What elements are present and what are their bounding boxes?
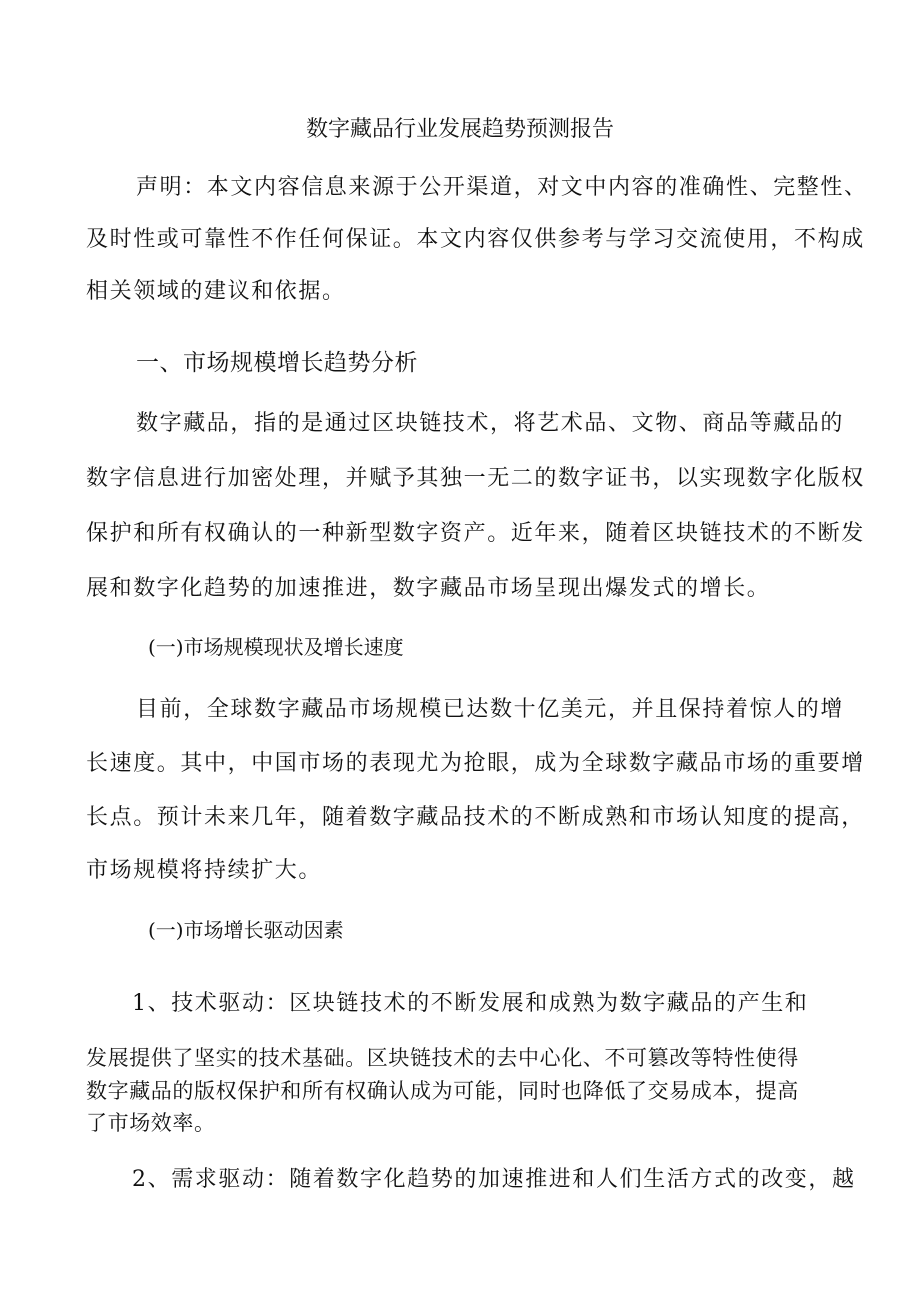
subsection-1-heading: (一)市场规模现状及增长速度 [148,635,404,659]
section-1-paragraph-line-3: 保护和所有权确认的一种新型数字资产。近年来，随着区块链技术的不断发 [86,521,865,546]
document-title: 数字藏品行业发展趋势预测报告 [305,117,614,142]
item-1-first-line: 1、技术驱动：区块链技术的不断发展和成熟为数字藏品的产生和 [132,991,809,1016]
section-1-paragraph-line-2: 数字信息进行加密处理，并赋予其独一无二的数字证书，以实现数字化版权 [86,466,865,491]
item-2-first-line: 2、需求驱动：随着数字化趋势的加速推进和人们生活方式的改变，越 [132,1167,856,1192]
item-1-continuation-line-3: 了市场效率。 [86,1111,216,1135]
subsection-1-paragraph-line-2: 长速度。其中，中国市场的表现尤为抢眼，成为全球数字藏品市场的重要增 [86,751,865,776]
disclaimer-line-1: 声明：本文内容信息来源于公开渠道，对文中内容的准确性、完整性、 [136,175,868,200]
subsection-1-paragraph-line-1: 目前，全球数字藏品市场规模已达数十亿美元，并且保持着惊人的增 [136,697,845,722]
section-1-heading: 一、市场规模增长趋势分析 [136,350,418,376]
subsection-2-heading: (一)市场增长驱动因素 [148,918,344,942]
subsection-1-paragraph-line-4: 市场规模将持续扩大。 [86,858,323,883]
section-1-paragraph-line-1: 数字藏品，指的是通过区块链技术，将艺术品、文物、商品等藏品的 [136,411,845,436]
subsection-1-paragraph-line-3: 长点。预计未来几年，随着数字藏品技术的不断成熟和市场认知度的提高， [86,805,865,830]
item-1-continuation-line-2: 数字藏品的版权保护和所有权确认成为可能，同时也降低了交易成本，提高 [86,1079,799,1103]
disclaimer-line-3: 相关领域的建议和依据。 [86,279,346,304]
item-1-continuation-line-1: 发展提供了坚实的技术基础。区块链技术的去中心化、不可篡改等特性使得 [86,1046,799,1070]
disclaimer-line-2: 及时性或可靠性不作任何保证。本文内容仅供参考与学习交流使用，不构成 [86,227,865,252]
section-1-paragraph-line-4: 展和数字化趋势的加速推进，数字藏品市场呈现出爆发式的增长。 [86,576,771,601]
